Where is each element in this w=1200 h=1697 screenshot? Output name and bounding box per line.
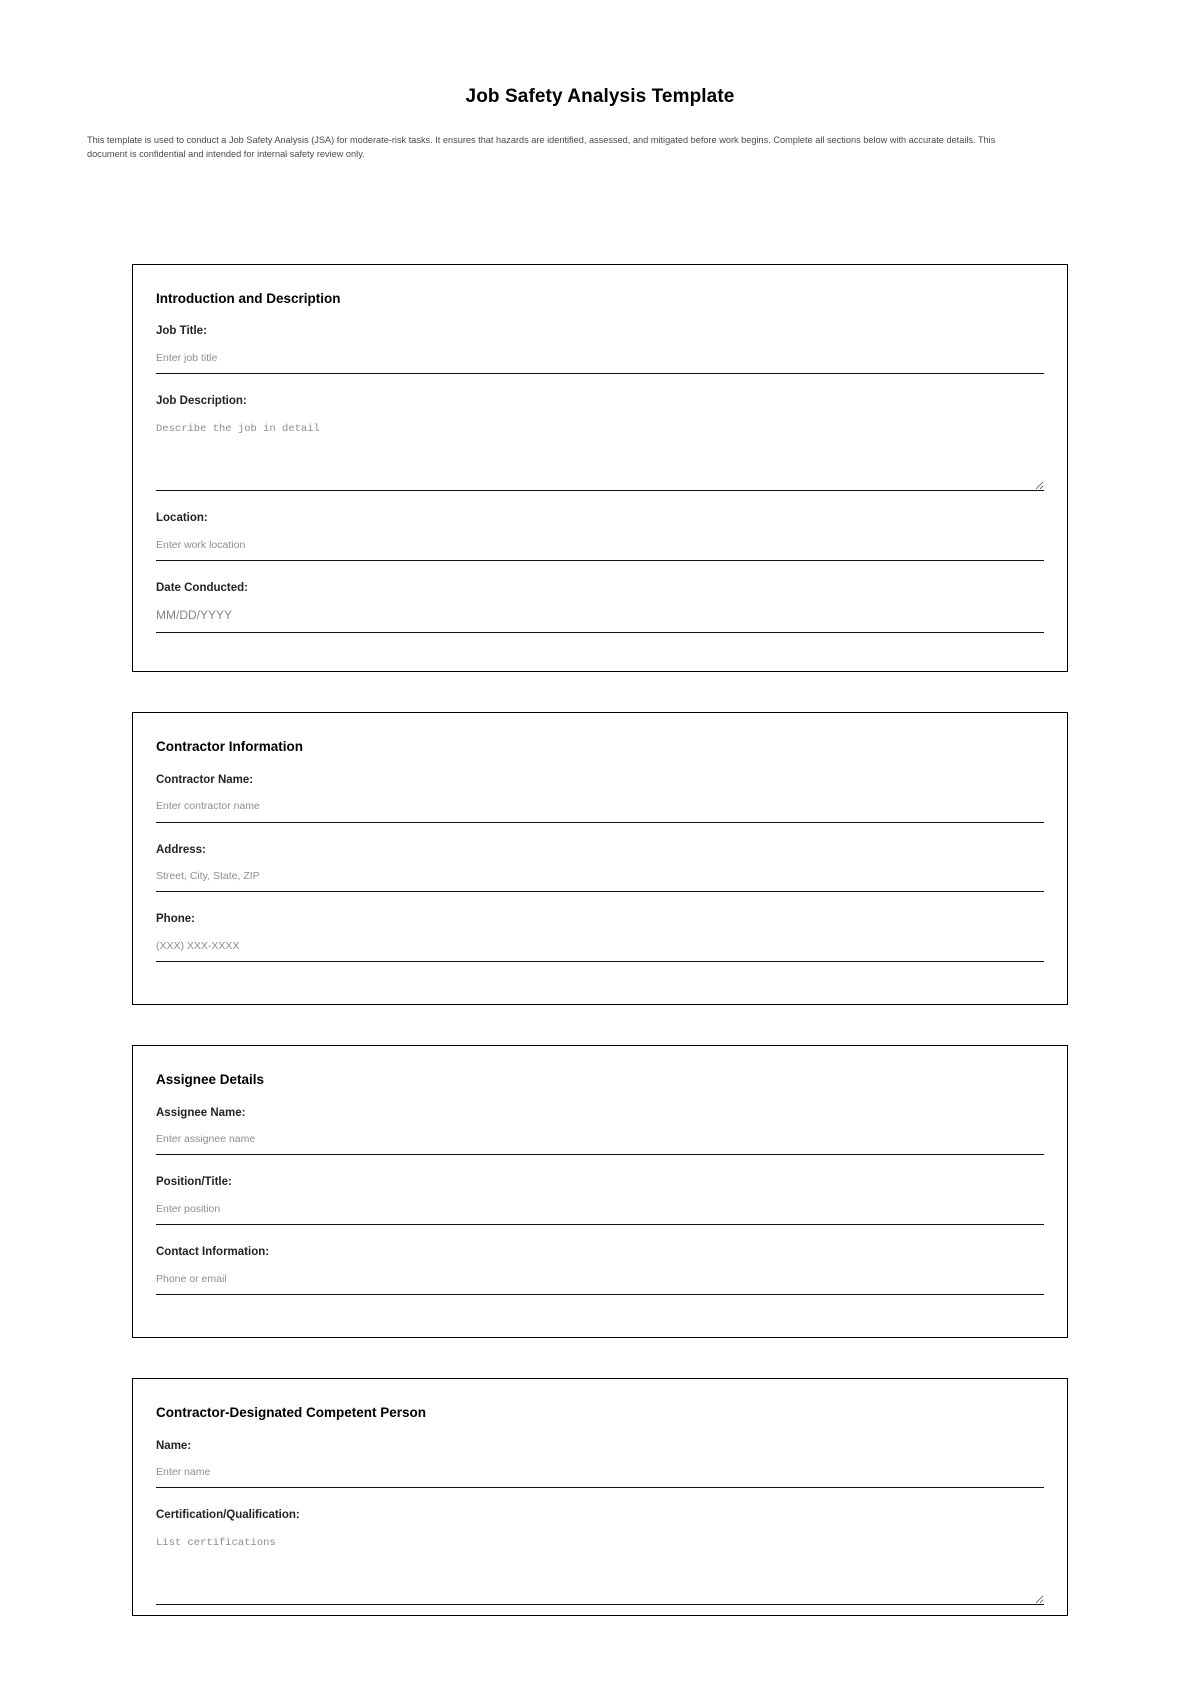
label-contact-information: Contact Information: <box>156 1246 270 1259</box>
input-location[interactable] <box>156 536 1044 561</box>
label-job-description: Job Description: <box>156 394 247 407</box>
sections-container <box>0 109 1200 1616</box>
field-job-title <box>156 325 1044 374</box>
section-title-assignee-details: Assignee Details <box>156 1072 265 1088</box>
section-title-contractor-designated-competent-person: Contractor-Designated Competent Person <box>156 1405 427 1421</box>
label-competent-person-name: Name: <box>156 1439 192 1452</box>
label-position-title: Position/Title: <box>156 1176 232 1189</box>
input-competent-person-name[interactable] <box>156 1463 1044 1488</box>
input-position-title[interactable] <box>156 1200 1044 1225</box>
section-contractor-designated-competent-person <box>132 1378 1068 1616</box>
label-job-title: Job Title: <box>156 324 207 337</box>
input-job-title[interactable] <box>156 349 1044 374</box>
section-introduction-and-description <box>132 264 1068 673</box>
input-date-conducted[interactable] <box>156 605 1044 633</box>
label-assignee-name: Assignee Name: <box>156 1106 246 1119</box>
field-phone <box>156 913 1044 962</box>
field-assignee-name <box>156 1107 1044 1156</box>
field-date-conducted <box>156 582 1044 634</box>
section-title-introduction-and-description: Introduction and Description <box>156 290 341 306</box>
section-contractor-information <box>132 712 1068 1005</box>
section-title-contractor-information: Contractor Information <box>156 739 303 755</box>
field-competent-person-name <box>156 1440 1044 1489</box>
input-contractor-name[interactable] <box>156 797 1044 822</box>
page-title: Job Safety Analysis Template <box>465 86 735 107</box>
field-location <box>156 512 1044 561</box>
document-intro-text: This template is used to conduct a Job Safety Analysis (JSA) for moderate-risk tasks. It ensures that hazards are identified, assessed, and mitigated before work begins. Complete all sections below with accurate details. This document is confidential and intended for internal safety review only. <box>87 135 996 160</box>
field-contact-information <box>156 1246 1044 1295</box>
field-job-description <box>156 395 1044 491</box>
label-location: Location: <box>156 511 208 524</box>
label-certification-qualification: Certification/Qualification: <box>156 1509 300 1522</box>
label-contractor-name: Contractor Name: <box>156 773 254 786</box>
input-address[interactable] <box>156 867 1044 892</box>
label-address: Address: <box>156 843 206 856</box>
input-contact-information[interactable] <box>156 1270 1044 1295</box>
field-address <box>156 844 1044 893</box>
field-position-title <box>156 1176 1044 1225</box>
section-assignee-details <box>132 1045 1068 1338</box>
label-phone: Phone: <box>156 913 195 926</box>
input-phone[interactable] <box>156 937 1044 962</box>
input-assignee-name[interactable] <box>156 1130 1044 1155</box>
label-date-conducted: Date Conducted: <box>156 581 248 594</box>
textarea-job-description[interactable] <box>156 419 1044 491</box>
field-certification-qualification <box>156 1509 1044 1605</box>
textarea-certification-qualification[interactable] <box>156 1533 1044 1605</box>
field-contractor-name <box>156 774 1044 823</box>
